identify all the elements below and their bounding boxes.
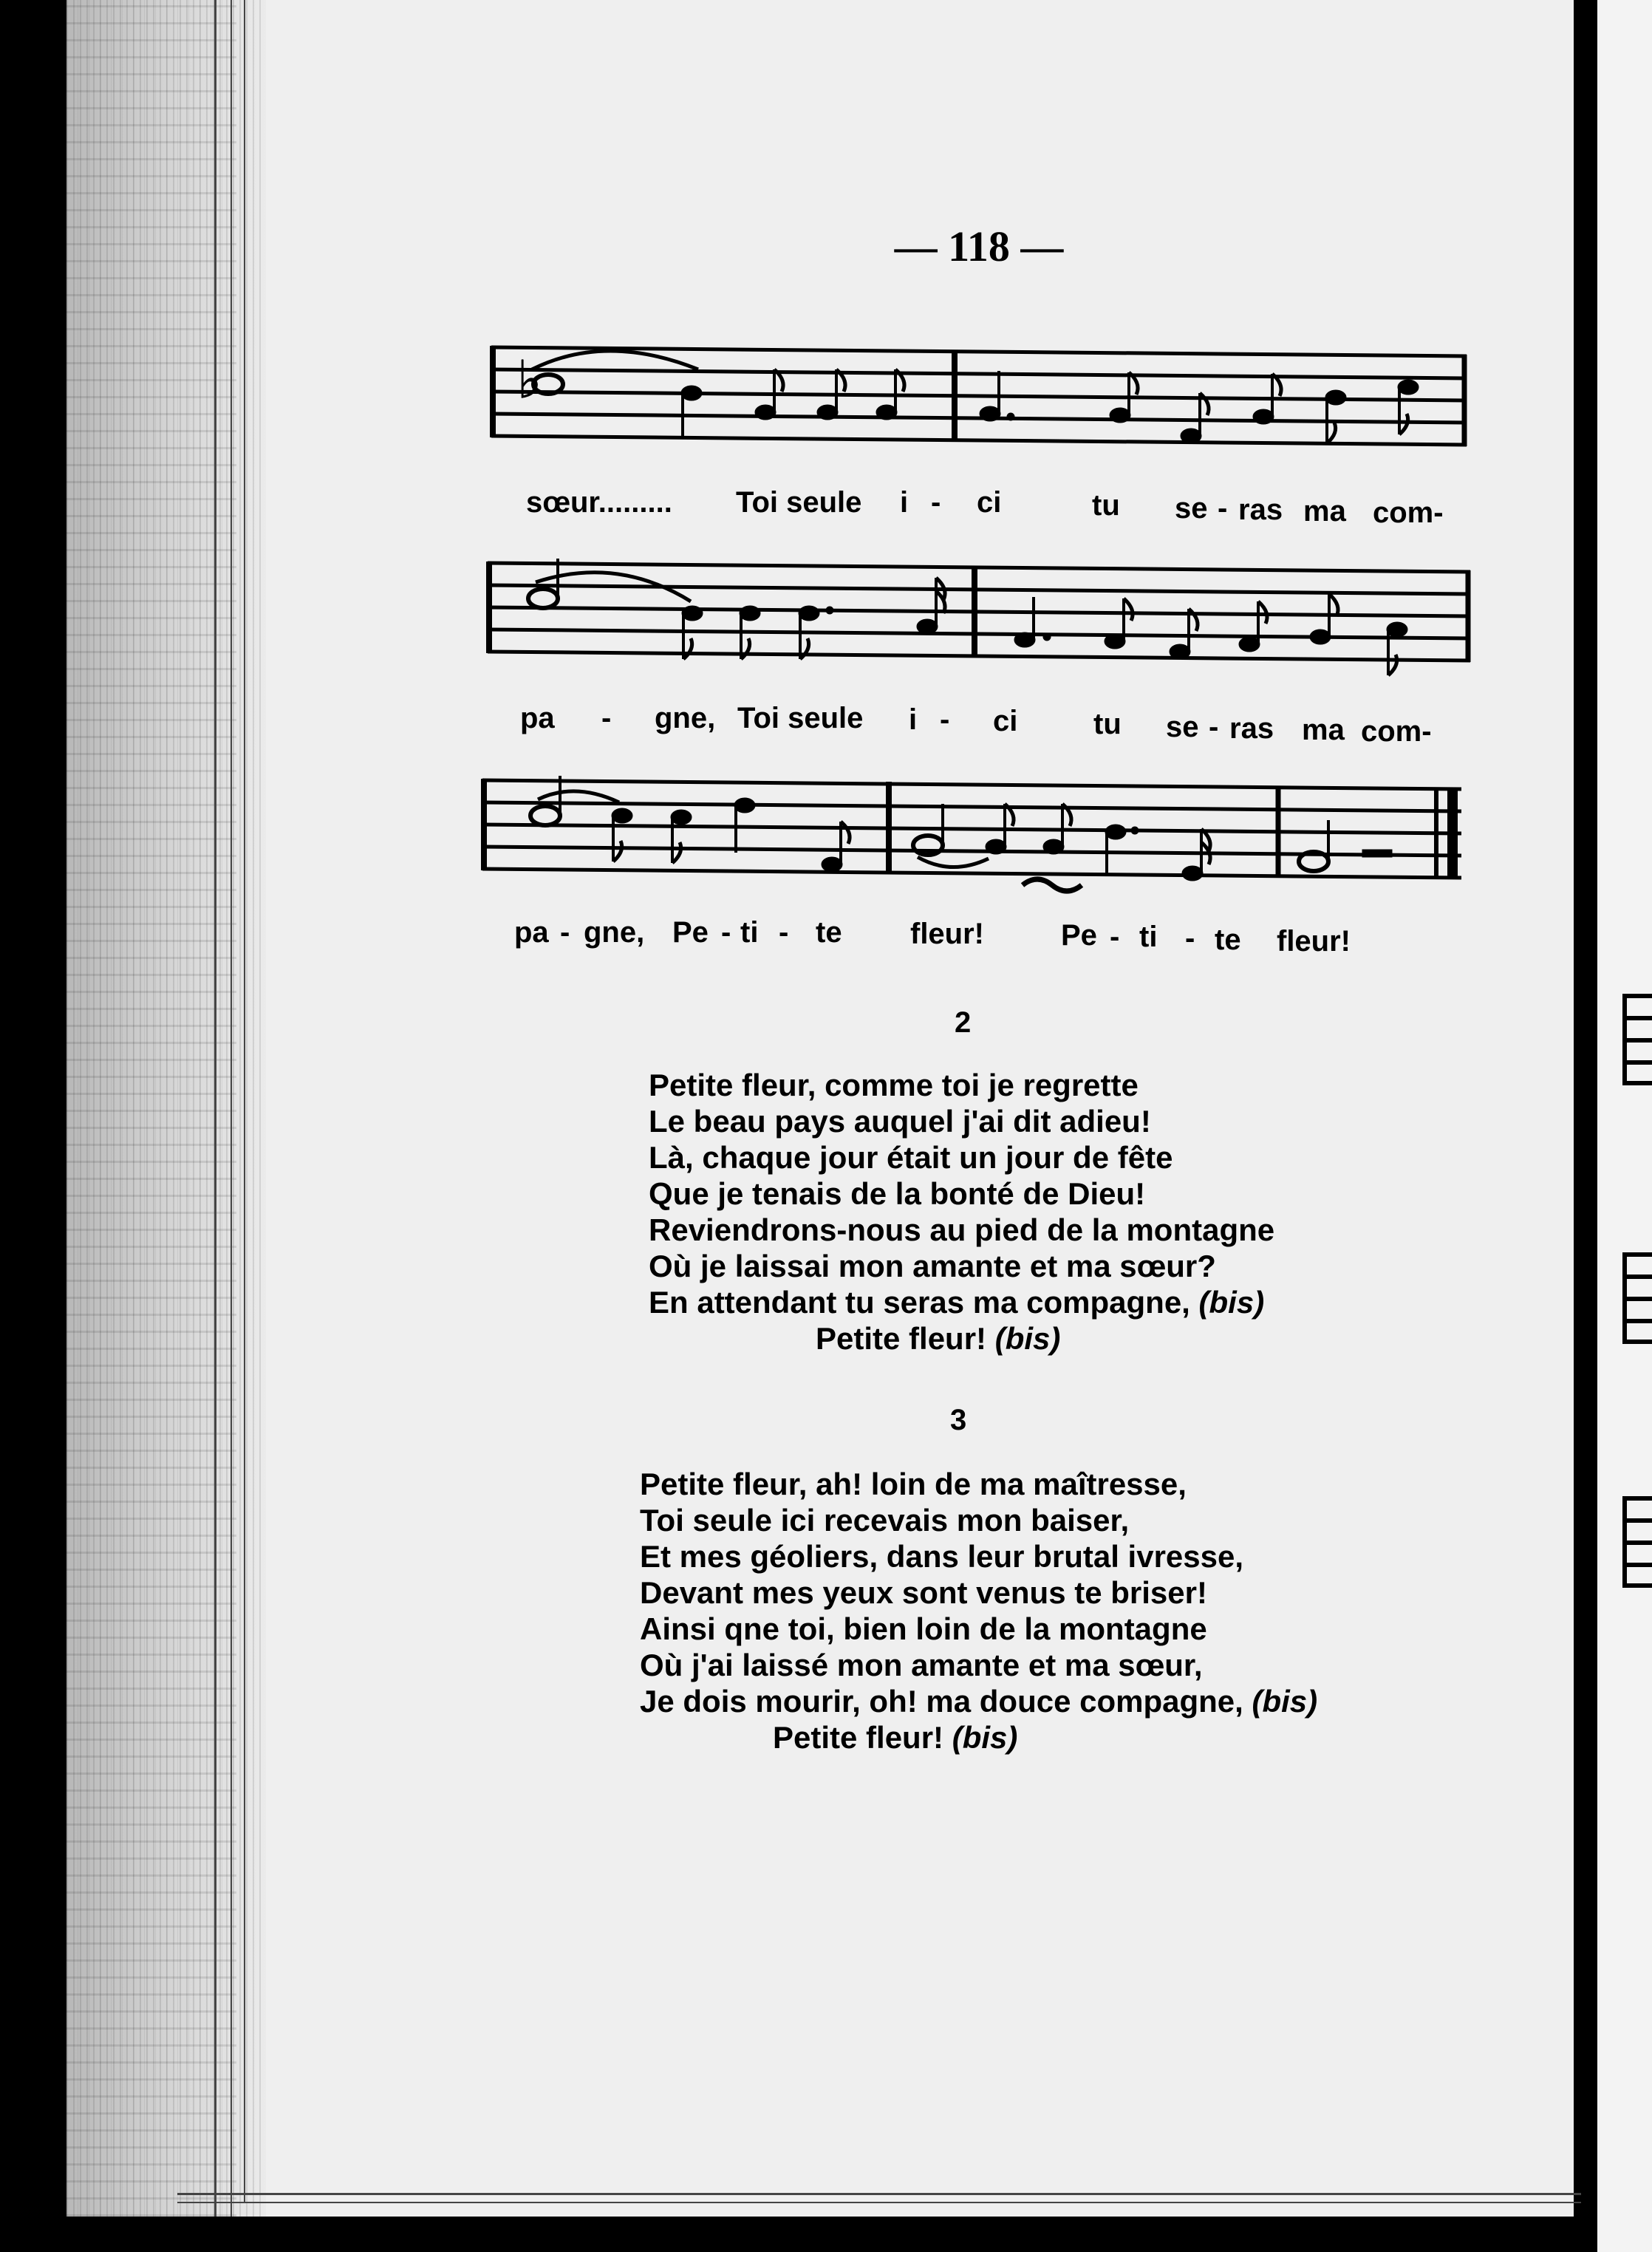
lyric-syllable: se — [1175, 492, 1208, 525]
page-edge-line — [231, 0, 232, 2217]
music-staff-1 — [488, 340, 1470, 473]
stanza-3-verse — [640, 1466, 1317, 1755]
refrain-line: Petite fleur! (bis) — [816, 1321, 1061, 1356]
verse-line: Où je laissai mon amante et ma sœur? — [649, 1249, 1216, 1283]
lyric-syllable: te — [1215, 924, 1241, 956]
verse-line: Que je tenais de la bonté de Dieu! — [649, 1176, 1146, 1211]
lyric-syllable: com- — [1361, 715, 1432, 748]
verse-line: Reviendrons-nous au pied de la montagne — [649, 1212, 1275, 1247]
verse-line: Toi seule ici recevais mon baiser, — [640, 1503, 1130, 1538]
refrain-line: Petite fleur! (bis) — [773, 1720, 1018, 1755]
facing-page-staff-fragment — [1622, 990, 1652, 1086]
facing-page-staff-fragment — [1622, 1492, 1652, 1589]
verse-line: Petite fleur, ah! loin de ma maîtresse, — [640, 1467, 1187, 1501]
lyric-syllable: Toi seule — [737, 702, 864, 734]
lyric-syllable: - — [1110, 921, 1120, 953]
bis-marker: (bis) — [952, 1720, 1018, 1755]
lyric-syllable: gne, — [584, 916, 645, 949]
lyric-syllable: - — [560, 916, 570, 949]
page-number: — 118 — — [894, 222, 1064, 270]
verse-line: Ainsi qne toi, bien loin de la montagne — [640, 1611, 1207, 1646]
lyric-syllable: se — [1166, 711, 1199, 743]
book-binding-texture — [66, 0, 236, 2217]
lyric-syllable: Pe — [672, 916, 709, 949]
svg-text:♭: ♭ — [517, 349, 542, 410]
page-gap-shadow — [1581, 0, 1597, 2252]
lyric-syllable: - — [721, 916, 731, 949]
facing-page-strip — [1581, 0, 1652, 2252]
lyric-syllable: ci — [993, 705, 1018, 737]
lyric-syllable: ci — [977, 486, 1002, 519]
lyric-syllable: Pe — [1061, 919, 1097, 952]
verse-line: En attendant tu seras ma compagne, (bis) — [649, 1285, 1265, 1320]
lyric-syllable: ras — [1229, 712, 1274, 745]
lyric-syllable: com- — [1373, 497, 1444, 529]
lyric-syllable: fleur! — [1277, 925, 1351, 958]
bis-marker: (bis) — [1198, 1285, 1265, 1320]
lyric-syllable: ti — [1139, 921, 1158, 953]
lyric-syllable: ma — [1302, 714, 1345, 746]
lyric-syllable: - — [1218, 492, 1228, 525]
lyric-syllable: tu — [1093, 708, 1122, 740]
lyric-syllable: sœur......... — [526, 486, 672, 519]
stanza-2-verse — [649, 1067, 1274, 1357]
music-staff-2 — [484, 556, 1474, 689]
lyric-syllable: i — [900, 486, 909, 519]
verse-line: Je dois mourir, oh! ma douce compagne, (bis) — [640, 1684, 1318, 1719]
lyric-syllable: tu — [1092, 489, 1120, 522]
lyric-syllable: te — [816, 916, 842, 949]
lyric-syllable: pa — [514, 916, 549, 949]
verse-line: Où j'ai laissé mon amante et ma sœur, — [640, 1648, 1203, 1682]
stanza-number: 3 — [950, 1404, 967, 1436]
lyric-syllable: - — [779, 916, 789, 949]
lyric-syllable: - — [931, 486, 941, 519]
page-edge-line — [244, 0, 245, 2202]
lyric-syllable: gne, — [655, 702, 716, 734]
lyric-syllable: - — [1209, 711, 1219, 743]
page-bottom-edge — [177, 2193, 1581, 2195]
stanza-number: 2 — [955, 1006, 972, 1039]
bis-marker: (bis) — [1252, 1684, 1318, 1719]
lyric-syllable: Toi seule — [736, 486, 862, 519]
lyric-syllable: ma — [1303, 495, 1346, 528]
verse-line: Et mes géoliers, dans leur brutal ivresse, — [640, 1539, 1244, 1574]
verse-line: Devant mes yeux sont venus te briser! — [640, 1575, 1207, 1610]
lyric-syllable: - — [1185, 922, 1195, 955]
lyric-syllable: - — [940, 703, 950, 736]
page-bottom-edge — [177, 2202, 1581, 2203]
lyric-syllable: - — [601, 702, 612, 734]
lyric-syllable: i — [909, 703, 918, 736]
verse-line: Petite fleur, comme toi je regrette — [649, 1068, 1139, 1102]
facing-page-staff-fragment — [1622, 1249, 1652, 1345]
verse-line: Là, chaque jour était un jour de fête — [649, 1140, 1173, 1175]
page-edge-line — [214, 0, 216, 2217]
lyric-syllable: ti — [740, 916, 759, 949]
lyric-syllable: fleur! — [910, 918, 984, 950]
bis-marker: (bis) — [994, 1321, 1061, 1356]
music-staff-3 — [479, 773, 1469, 913]
verse-line: Le beau pays auquel j'ai dit adieu! — [649, 1104, 1151, 1139]
lyric-syllable: ras — [1238, 494, 1283, 526]
lyric-syllable: pa — [520, 702, 555, 734]
